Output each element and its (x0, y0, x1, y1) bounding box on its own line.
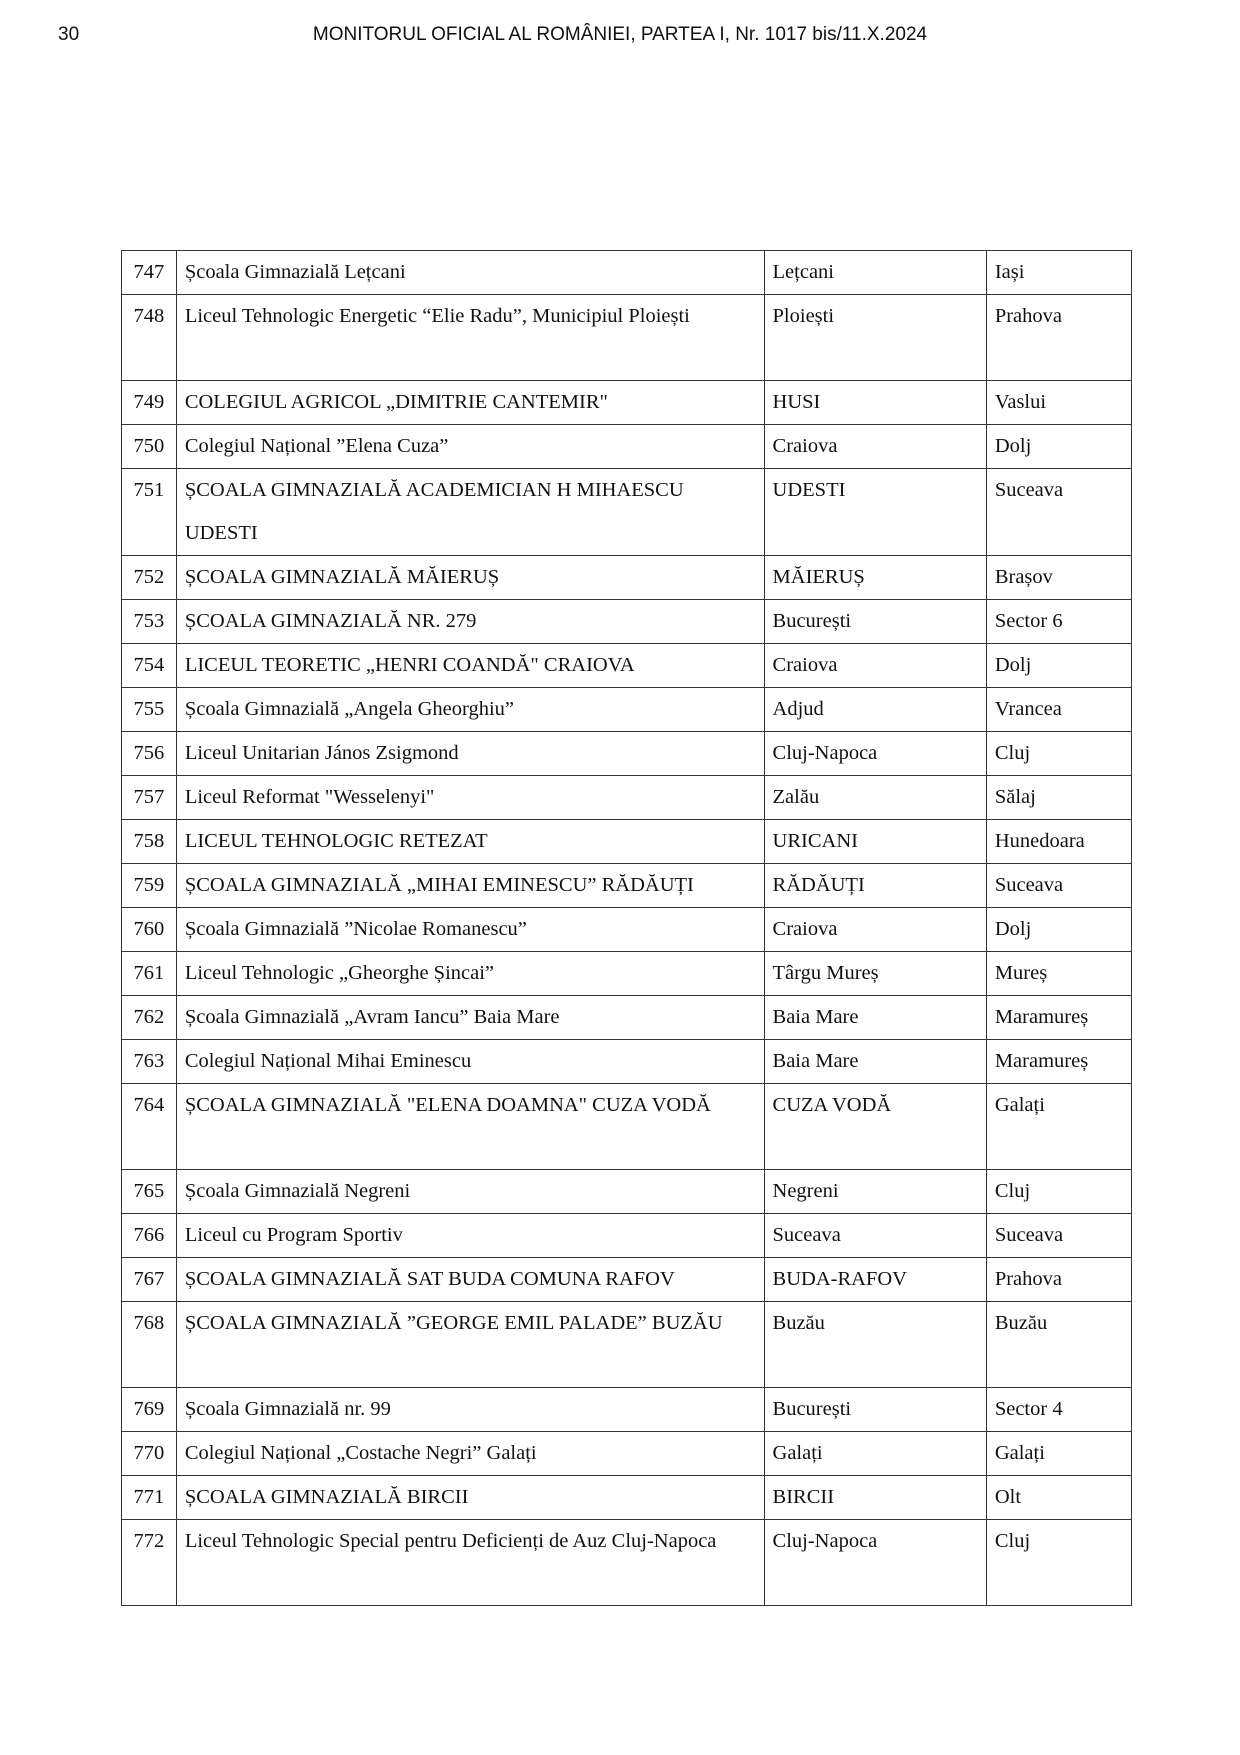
locality-cell: Suceava (764, 1214, 986, 1258)
table-row (122, 644, 1132, 688)
table-row (122, 688, 1132, 732)
county-cell: Galați (986, 1432, 1131, 1476)
row-number-cell: 762 (122, 996, 177, 1040)
table-row (122, 908, 1132, 952)
county-cell: Dolj (986, 425, 1131, 469)
locality-cell: BUDA-RAFOV (764, 1258, 986, 1302)
county-cell: Suceava (986, 864, 1131, 908)
row-number-cell: 771 (122, 1476, 177, 1520)
county-cell: Vaslui (986, 381, 1131, 425)
school-name-cell: Liceul Tehnologic Special pentru Deficienți de Auz Cluj-Napoca (176, 1520, 764, 1606)
running-title: MONITORUL OFICIAL AL ROMÂNIEI, PARTEA I, Nr. 1017 bis/11.X.2024 (312, 24, 928, 45)
table-row (122, 1214, 1132, 1258)
county-cell: Mureș (986, 952, 1131, 996)
county-cell: Sector 4 (986, 1388, 1131, 1432)
school-name-cell: Școala Gimnazială „Avram Iancu” Baia Mare (176, 996, 764, 1040)
row-number-cell: 754 (122, 644, 177, 688)
school-name-cell: ȘCOALA GIMNAZIALĂ "ELENA DOAMNA" CUZA VODĂ (176, 1084, 764, 1170)
locality-cell: Cluj-Napoca (764, 732, 986, 776)
row-number-cell: 772 (122, 1520, 177, 1606)
school-name-cell: Școala Gimnazială Lețcani (176, 251, 764, 295)
table-row (122, 1170, 1132, 1214)
school-name-cell: Liceul Unitarian János Zsigmond (176, 732, 764, 776)
county-cell: Galați (986, 1084, 1131, 1170)
locality-cell: Galați (764, 1432, 986, 1476)
locality-cell: Craiova (764, 644, 986, 688)
county-cell: Suceava (986, 469, 1131, 556)
row-number-cell: 753 (122, 600, 177, 644)
table-row (122, 556, 1132, 600)
locality-cell: Negreni (764, 1170, 986, 1214)
county-cell: Maramureș (986, 1040, 1131, 1084)
school-name-cell: Colegiul Național Mihai Eminescu (176, 1040, 764, 1084)
county-cell: Buzău (986, 1302, 1131, 1388)
locality-cell: Zalău (764, 776, 986, 820)
locality-cell: UDESTI (764, 469, 986, 556)
locality-cell: Ploiești (764, 295, 986, 381)
locality-cell: Buzău (764, 1302, 986, 1388)
table-row (122, 776, 1132, 820)
locality-cell: BIRCII (764, 1476, 986, 1520)
locality-cell: Târgu Mureș (764, 952, 986, 996)
row-number-cell: 751 (122, 469, 177, 556)
school-name-cell: ȘCOALA GIMNAZIALĂ „MIHAI EMINESCU” RĂDĂUȚI (176, 864, 764, 908)
locality-cell: București (764, 1388, 986, 1432)
school-name-cell: Liceul cu Program Sportiv (176, 1214, 764, 1258)
county-cell: Cluj (986, 1520, 1131, 1606)
county-cell: Maramureș (986, 996, 1131, 1040)
county-cell: Cluj (986, 732, 1131, 776)
row-number-cell: 767 (122, 1258, 177, 1302)
school-name-cell: ȘCOALA GIMNAZIALĂ BIRCII (176, 1476, 764, 1520)
row-number-cell: 757 (122, 776, 177, 820)
row-number-cell: 769 (122, 1388, 177, 1432)
county-cell: Vrancea (986, 688, 1131, 732)
table-row (122, 864, 1132, 908)
county-cell: Hunedoara (986, 820, 1131, 864)
table-row (122, 1084, 1132, 1170)
table-row (122, 820, 1132, 864)
table-row (122, 1302, 1132, 1388)
school-name-cell: Școala Gimnazială „Angela Gheorghiu” (176, 688, 764, 732)
school-name-cell: ȘCOALA GIMNAZIALĂ ACADEMICIAN H MIHAESCU UDESTI (176, 469, 764, 556)
county-cell: Dolj (986, 644, 1131, 688)
locality-cell: Craiova (764, 908, 986, 952)
row-number-cell: 766 (122, 1214, 177, 1258)
row-number-cell: 760 (122, 908, 177, 952)
locality-cell: Baia Mare (764, 1040, 986, 1084)
table-row (122, 1520, 1132, 1606)
county-cell: Sector 6 (986, 600, 1131, 644)
county-cell: Sălaj (986, 776, 1131, 820)
row-number-cell: 763 (122, 1040, 177, 1084)
county-cell: Cluj (986, 1170, 1131, 1214)
school-name-cell: Colegiul Național ”Elena Cuza” (176, 425, 764, 469)
row-number-cell: 756 (122, 732, 177, 776)
school-name-cell: Școala Gimnazială nr. 99 (176, 1388, 764, 1432)
table-row (122, 1432, 1132, 1476)
locality-cell: București (764, 600, 986, 644)
school-name-cell: ȘCOALA GIMNAZIALĂ ”GEORGE EMIL PALADE” BUZĂU (176, 1302, 764, 1388)
table-row (122, 425, 1132, 469)
table-row (122, 381, 1132, 425)
school-name-cell: ȘCOALA GIMNAZIALĂ MĂIERUȘ (176, 556, 764, 600)
locality-cell: HUSI (764, 381, 986, 425)
row-number-cell: 755 (122, 688, 177, 732)
table-row (122, 1040, 1132, 1084)
school-name-cell: ȘCOALA GIMNAZIALĂ NR. 279 (176, 600, 764, 644)
locality-cell: Lețcani (764, 251, 986, 295)
row-number-cell: 768 (122, 1302, 177, 1388)
locality-cell: Baia Mare (764, 996, 986, 1040)
table-row (122, 1258, 1132, 1302)
row-number-cell: 758 (122, 820, 177, 864)
row-number-cell: 761 (122, 952, 177, 996)
county-cell: Iași (986, 251, 1131, 295)
table-row (122, 600, 1132, 644)
school-name-cell: Colegiul Național „Costache Negri” Galați (176, 1432, 764, 1476)
school-name-cell: Liceul Tehnologic „Gheorghe Șincai” (176, 952, 764, 996)
locality-cell: URICANI (764, 820, 986, 864)
school-name-cell: Școala Gimnazială Negreni (176, 1170, 764, 1214)
row-number-cell: 765 (122, 1170, 177, 1214)
school-name-cell: COLEGIUL AGRICOL „DIMITRIE CANTEMIR" (176, 381, 764, 425)
page-number: 30 (58, 24, 80, 45)
locality-cell: RĂDĂUȚI (764, 864, 986, 908)
school-name-cell: Școala Gimnazială ”Nicolae Romanescu” (176, 908, 764, 952)
table-row (122, 732, 1132, 776)
county-cell: Dolj (986, 908, 1131, 952)
county-cell: Brașov (986, 556, 1131, 600)
locality-cell: CUZA VODĂ (764, 1084, 986, 1170)
table-row (122, 469, 1132, 556)
table-row (122, 952, 1132, 996)
table-row (122, 251, 1132, 295)
table-row (122, 1388, 1132, 1432)
table-row (122, 996, 1132, 1040)
row-number-cell: 747 (122, 251, 177, 295)
row-number-cell: 748 (122, 295, 177, 381)
schools-table (121, 250, 1132, 1606)
locality-cell: Adjud (764, 688, 986, 732)
row-number-cell: 750 (122, 425, 177, 469)
county-cell: Suceava (986, 1214, 1131, 1258)
school-name-cell: LICEUL TEORETIC „HENRI COANDĂ" CRAIOVA (176, 644, 764, 688)
school-name-cell: LICEUL TEHNOLOGIC RETEZAT (176, 820, 764, 864)
row-number-cell: 764 (122, 1084, 177, 1170)
school-name-cell: Liceul Reformat "Wesselenyi" (176, 776, 764, 820)
row-number-cell: 752 (122, 556, 177, 600)
table-row (122, 1476, 1132, 1520)
table-row (122, 295, 1132, 381)
row-number-cell: 770 (122, 1432, 177, 1476)
school-name-cell: Liceul Tehnologic Energetic “Elie Radu”, Municipiul Ploiești (176, 295, 764, 381)
county-cell: Olt (986, 1476, 1131, 1520)
locality-cell: MĂIERUȘ (764, 556, 986, 600)
school-name-cell: ȘCOALA GIMNAZIALĂ SAT BUDA COMUNA RAFOV (176, 1258, 764, 1302)
locality-cell: Cluj-Napoca (764, 1520, 986, 1606)
county-cell: Prahova (986, 295, 1131, 381)
county-cell: Prahova (986, 1258, 1131, 1302)
locality-cell: Craiova (764, 425, 986, 469)
row-number-cell: 759 (122, 864, 177, 908)
row-number-cell: 749 (122, 381, 177, 425)
